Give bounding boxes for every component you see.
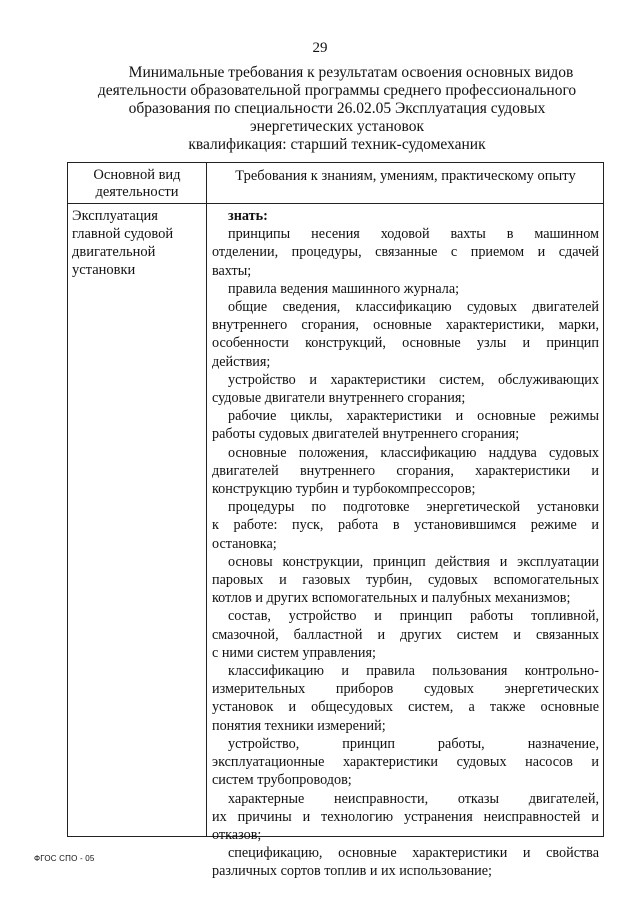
requirement-line: эксплуатационные характеристики судовых насосов и <box>212 754 599 771</box>
requirement-line: понятия техники измерений; <box>212 717 386 734</box>
column-divider <box>206 163 207 836</box>
know-label: знать: <box>228 208 268 224</box>
requirement-line: спецификацию, основные характеристики и свойства <box>228 845 599 862</box>
heading-line: образования по специальности 26.02.05 Эксплуатация судовых <box>128 100 546 117</box>
footer-code: ФГОС СПО - 05 <box>34 854 95 863</box>
requirement-line: измерительных приборов судовых энергетических <box>212 681 599 698</box>
requirement-line: двигателей внутреннего сгорания, характеристики и <box>212 462 599 479</box>
requirement-item <box>212 371 599 407</box>
requirement-line: отделении, процедуры, связанные с приемом и сдачей <box>212 244 599 261</box>
requirement-line: смазочной, балластной и других систем и связанных <box>212 626 599 643</box>
requirement-line: правила ведения машинного журнала; <box>228 280 460 297</box>
header-activity-line: Основной вид <box>93 167 181 183</box>
requirement-line: устройство и характеристики систем, обслуживающих <box>228 371 599 388</box>
requirement-line: основы конструкции, принцип действия и эксплуатации <box>228 553 599 570</box>
requirement-line: классификацию и правила пользования контрольно- <box>228 663 599 680</box>
requirement-line: устройство, принцип работы, назначение, <box>228 735 599 752</box>
requirement-line: остановка; <box>212 535 277 552</box>
heading-line: энергетических установок <box>249 118 425 135</box>
requirement-line: различных сортов топлив и их использование; <box>212 863 492 880</box>
requirement-line: общие сведения, классификацию судовых двигателей <box>228 299 599 316</box>
requirement-line: процедуры по подготовке энергетической установки <box>228 499 599 516</box>
requirement-item <box>212 225 599 280</box>
requirement-line: основные положения, классификацию наддува судовых <box>228 444 599 461</box>
requirement-line: их причины и технологию устранения неисправностей и <box>212 808 599 825</box>
requirement-line: состав, устройство и принцип работы топливной, <box>228 608 599 625</box>
activity-cell <box>72 207 204 279</box>
header-requirements: Требования к знаниям, умениям, практическому опыту <box>235 168 576 184</box>
requirement-line: работы судовых двигателей внутреннего сгорания; <box>212 426 520 443</box>
requirement-item <box>212 298 599 371</box>
requirement-item <box>212 407 599 443</box>
requirement-line: характерные неисправности, отказы двигателей, <box>228 790 599 807</box>
requirement-item <box>212 607 599 662</box>
requirement-item <box>212 735 599 790</box>
requirement-line: котлов и других вспомогательных и палубных механизмов; <box>212 590 571 607</box>
requirement-item <box>212 790 599 845</box>
requirements-cell <box>212 207 599 881</box>
requirement-line: принципы несения ходовой вахты в машинном <box>228 226 599 243</box>
requirement-line: вахты; <box>212 262 252 279</box>
requirement-item <box>212 844 599 880</box>
requirement-line: систем трубопроводов; <box>212 772 352 789</box>
activity-line: главной судовой <box>72 226 174 242</box>
heading-line: деятельности образовательной программы среднего профессионального <box>97 82 577 99</box>
requirement-line: судовые двигатели внутреннего сгорания; <box>212 390 466 407</box>
requirement-item <box>212 553 599 608</box>
header-activity-type <box>68 167 206 201</box>
requirement-item <box>212 662 599 735</box>
requirement-item <box>212 280 599 298</box>
requirement-line: к работе: пуск, работа в установившимся режиме и <box>212 517 599 534</box>
requirement-line: отказов; <box>212 826 262 843</box>
requirement-line: рабочие циклы, характеристики и основные режимы <box>228 408 599 425</box>
requirement-line: конструкцию турбин и турбокомпрессоров; <box>212 481 476 498</box>
activity-line: Эксплуатация <box>72 208 158 224</box>
requirement-line: установок и общесудовых систем, а также основные <box>212 699 599 716</box>
requirements-table <box>67 162 604 880</box>
document-heading <box>70 64 604 154</box>
header-row-divider <box>68 203 603 204</box>
requirement-line: паровых и газовых турбин, судовых вспомогательных <box>212 572 599 589</box>
requirement-line: с ними систем управления; <box>212 644 376 661</box>
requirement-line: внутреннего сгорания, основные характеристики, марки, <box>212 317 599 334</box>
heading-line: Минимальные требования к результатам освоения основных видов <box>128 64 574 81</box>
page-number: 29 <box>312 40 328 56</box>
activity-line: установки <box>72 262 136 278</box>
header-activity-line: деятельности <box>95 184 179 200</box>
requirement-line: действия; <box>212 353 271 370</box>
requirement-line: особенности конструкций, основные узлы и принцип <box>212 335 599 352</box>
activity-line: двигательной <box>72 244 156 260</box>
heading-line: квалификация: старший техник-судомеханик <box>188 136 486 153</box>
requirement-item <box>212 444 599 499</box>
requirement-item <box>212 498 599 553</box>
